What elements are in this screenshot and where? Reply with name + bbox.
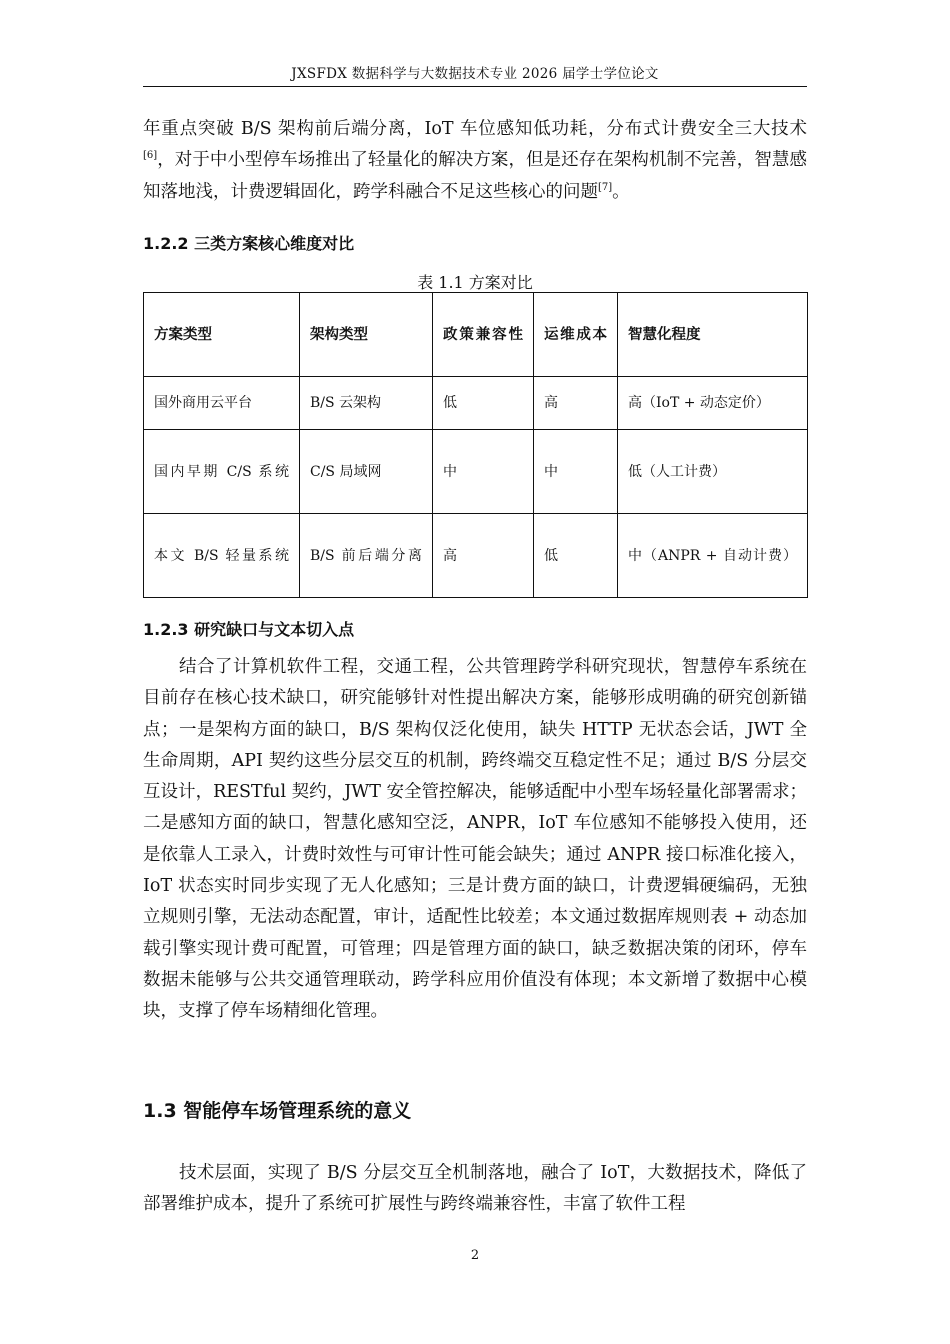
table-cell: 低: [534, 514, 618, 598]
header-cell: 政策兼容性: [433, 293, 534, 377]
table-cell: 低（人工计费）: [618, 430, 808, 514]
intro-text-2: ，对于中小型停车场推出了轻量化的解决方案，但是还存在架构机制不完善，智慧感知落地浅，计费逻辑固化，跨学科融合不足这些核心的问题: [143, 150, 807, 202]
body-paragraph-1-3: 技术层面，实现了 B/S 分层交互全机制落地，融合了 IoT，大数据技术，降低了部署维护成本，提升了系统可扩展性与跨终端兼容性，丰富了软件工程: [143, 1163, 807, 1215]
section-heading-1-2-2: 1.2.2 三类方案核心维度对比: [143, 234, 355, 253]
running-header: JXSFDX 数据科学与大数据技术专业 2026 届学士学位论文: [291, 66, 659, 82]
header-cell: 方案类型: [144, 293, 300, 377]
table-cell: B/S 云架构: [300, 377, 433, 430]
table-cell: 本文 B/S 轻量系统: [144, 514, 300, 598]
table-cell: 中: [534, 430, 618, 514]
intro-paragraph: [143, 114, 807, 208]
table-cell: 低: [433, 377, 534, 430]
table-row: [144, 377, 808, 430]
table-cell: 中: [433, 430, 534, 514]
table-header-row: [144, 293, 808, 377]
table-cell: 中（ANPR + 自动计费）: [618, 514, 808, 598]
header-cell: 运维成本: [534, 293, 618, 377]
header-rule: [143, 86, 807, 87]
table-row: [144, 514, 808, 598]
table-cell: 国内早期 C/S 系统: [144, 430, 300, 514]
table-cell: 国外商用云平台: [144, 377, 300, 430]
section-heading-1-3: 1.3 智能停车场管理系统的意义: [143, 1100, 412, 1122]
intro-text-1: 年重点突破 B/S 架构前后端分离，IoT 车位感知低功耗，分布式计费安全三大技术: [143, 119, 807, 139]
table-row: [144, 430, 808, 514]
intro-text-3: 。: [612, 181, 630, 202]
body-paragraph-1-2-3: 结合了计算机软件工程，交通工程，公共管理跨学科研究现状，智慧停车系统在目前存在核心技术缺口，研究能够针对性提出解决方案，能够形成明确的研究创新锚点；一是架构方面的缺口，B/S 架构仅泛化使用，缺失 HTTP 无状态会话，JWT 全生命周期，API 契约这些分层交互的机制，跨终端交互稳定性不足；通过 B/S 分层交互设计，RESTful 契约，JWT 安全管控解决，能够适配中小型车场轻量化部署需求；二是感知方面的缺口，智慧化感知空泛，ANPR，IoT 车位感知不能够投入使用，还是依靠人工录入，计费时效性与可审计性可能会缺失；通过 ANPR 接口标准化接入，IoT 状态实时同步实现了无人化感知；三是计费方面的缺口，计费逻辑硬编码，无独立规则引擎，无法动态配置，审计，适配性比较差；本文通过数据库规则表 + 动态加载引擎实现计费可配置，可管理；四是管理方面的缺口，缺乏数据决策的闭环，停车数据未能够与公共交通管理联动，跨学科应用价值没有体现；本文新增了数据中心模块，支撑了停车场精细化管理。: [143, 657, 807, 1022]
page-number: 2: [470, 1248, 480, 1263]
citation-6: [6]: [143, 150, 158, 162]
section-heading-1-2-3: 1.2.3 研究缺口与文本切入点: [143, 620, 355, 639]
header-cell: 智慧化程度: [618, 293, 808, 377]
table-caption: 表 1.1 方案对比: [417, 273, 533, 292]
comparison-table: [143, 292, 808, 598]
table-cell: 高: [433, 514, 534, 598]
table-cell: 高: [534, 377, 618, 430]
header-cell: 架构类型: [300, 293, 433, 377]
table-cell: B/S 前后端分离: [300, 514, 433, 598]
table-cell: C/S 局域网: [300, 430, 433, 514]
citation-7: [7]: [598, 181, 613, 193]
table-cell: 高（IoT + 动态定价）: [618, 377, 808, 430]
